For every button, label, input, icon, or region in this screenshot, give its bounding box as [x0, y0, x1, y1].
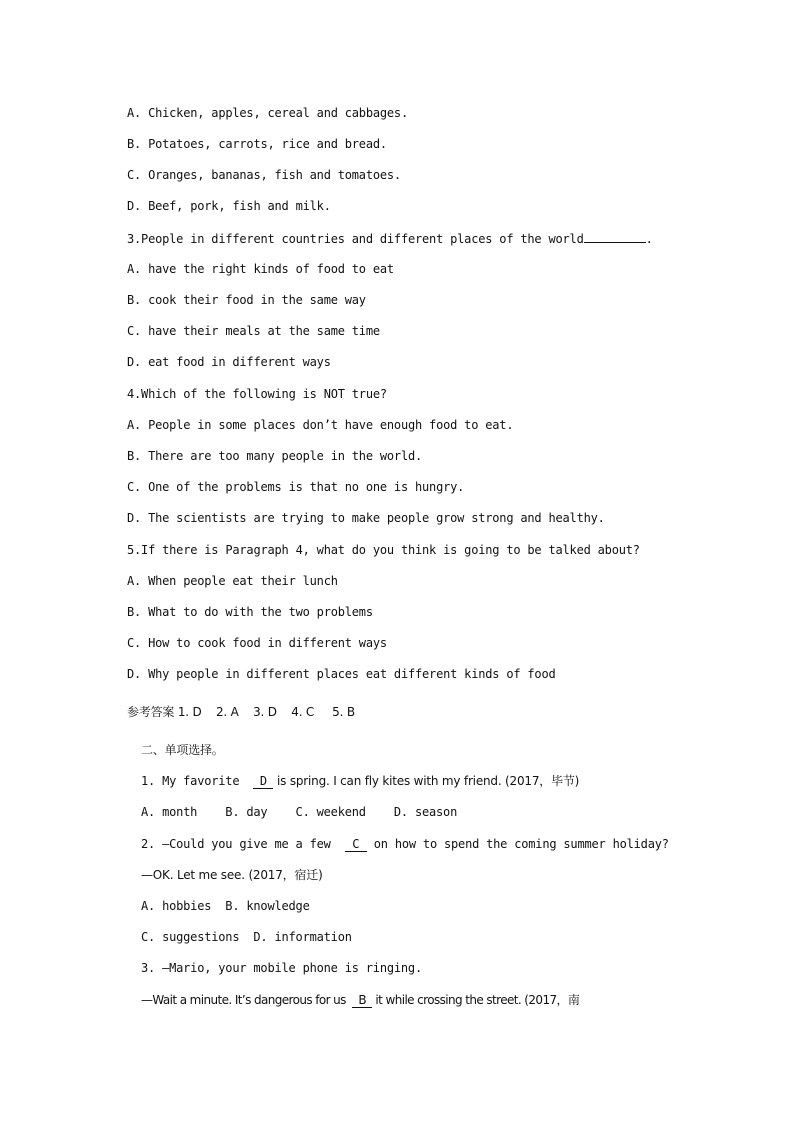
mc-q2-pre: 2. —Could you give me a few [141, 837, 345, 851]
mc-q3-pre: —Wait a minute. It’s dangerous for us [141, 993, 353, 1007]
q4-option-c: C. One of the problems is that no one is hungry. [127, 480, 465, 494]
q4-option-d: D. The scientists are trying to make people grow strong and healthy. [127, 511, 605, 525]
mc-q1-stem [141, 773, 579, 789]
q3-option-c: C. have their meals at the same time [127, 324, 380, 338]
q5-option-d: D. Why people in different places eat different kinds of food [127, 667, 556, 681]
q2-option-d: D. Beef, pork, fish and milk. [127, 199, 331, 213]
mc-q2-stem [141, 836, 669, 852]
mc-q1-post: is spring. I can fly kites with my friend. (2017，毕节) [273, 774, 580, 788]
q4-option-b: B. There are too many people in the world. [127, 449, 423, 463]
mc-q1-answer: D [253, 775, 273, 789]
q3-option-b: B. cook their food in the same way [127, 293, 366, 307]
q4-option-a: A. People in some places don’t have enough food to eat. [127, 418, 514, 432]
q3-stem [127, 230, 653, 247]
mc-q2-options-row2: C. suggestions D. information [141, 930, 352, 944]
mc-q3-stem: 3. —Mario, your mobile phone is ringing. [141, 961, 422, 975]
q4-stem: 4.Which of the following is NOT true? [127, 387, 387, 401]
mc-q2-post: on how to spend the coming summer holiday? [366, 837, 669, 851]
q3-option-d: D. eat food in different ways [127, 355, 331, 369]
q3-stem-text: 3.People in different countries and different places of the world [127, 232, 584, 246]
mc-q3-answer: B [352, 994, 372, 1008]
mc-q3-post: it while crossing the street. (2017，南 [372, 993, 580, 1007]
mc-q3-reply [141, 992, 579, 1008]
q3-option-a: A. have the right kinds of food to eat [127, 262, 394, 276]
q2-option-c: C. Oranges, bananas, fish and tomatoes. [127, 168, 401, 182]
q3-answer-blank [584, 230, 646, 243]
q2-option-b: B. Potatoes, carrots, rice and bread. [127, 137, 387, 151]
mc-q2-answer: C [345, 838, 367, 852]
section-heading: 二、单项选择。 [141, 743, 224, 757]
mc-q2-reply: —OK. Let me see. (2017，宿迁) [141, 868, 323, 882]
q5-option-c: C. How to cook food in different ways [127, 636, 387, 650]
q5-stem: 5.If there is Paragraph 4, what do you think is going to be talked about? [127, 543, 640, 557]
mc-q2-options-row1: A. hobbies B. knowledge [141, 899, 310, 913]
mc-q1-pre: 1. My favorite [141, 774, 254, 788]
q3-stem-end: . [645, 232, 653, 246]
answer-key: 参考答案 1. D 2. A 3. D 4. C 5. B [127, 705, 355, 719]
q5-option-b: B. What to do with the two problems [127, 605, 373, 619]
mc-q1-options: A. month B. day C. weekend D. season [141, 805, 458, 819]
q2-option-a: A. Chicken, apples, cereal and cabbages. [127, 106, 408, 120]
q5-option-a: A. When people eat their lunch [127, 574, 338, 588]
